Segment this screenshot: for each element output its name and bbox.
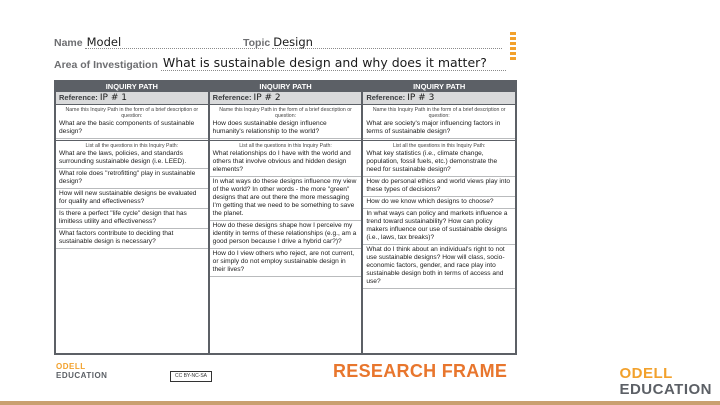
reference-value: IP # 3 (407, 93, 435, 103)
question-item: What role does "retrofitting" play in sustainable design? (56, 169, 208, 189)
question-item: How do these designs shape how I perceive my identity in terms of these relationships (e.g., am a good person because I drive a hybrid car?)? (210, 221, 362, 249)
inquiry-path-column (210, 82, 362, 353)
list-prompt: List all the questions in this Inquiry Path: (392, 143, 486, 149)
name-prompt: Name this Inquiry Path in the form of a brief description or question: (219, 107, 352, 119)
path-name-answer: What are the basic components of sustainable design? (56, 119, 208, 139)
reference-row (363, 92, 515, 105)
odell-logo-large (619, 366, 712, 398)
area-field (161, 55, 506, 71)
question-item: In what ways do these designs influence my view of the world? In other words - the more "green" designs that are out there the more messaging I'm getting that we need to be something to save the planet. (210, 177, 362, 221)
column-heading: INQUIRY PATH (363, 82, 515, 92)
question-item: In what ways can policy and markets influence a trend toward sustainability? How can policy makers influence our use of sustainable designs (i.e., laws, tax breaks)? (363, 209, 515, 245)
question-item: How do personal ethics and world views play into these types of decisions? (363, 177, 515, 197)
section-divider (363, 140, 515, 141)
reference-label: Reference: (366, 93, 406, 102)
question-item: How do I view others who reject, are not current, or simply do not employ sustainable design in their lives? (210, 249, 362, 277)
name-prompt: Name this Inquiry Path in the form of a brief description or question: (372, 107, 506, 119)
reference-label: Reference: (59, 93, 98, 102)
area-label: Area of Investigation (54, 59, 158, 71)
path-name-answer: How does sustainable design influence humanity's relationship to the world? (210, 119, 362, 139)
question-item: Is there a perfect "life cycle" design that has limitless utility and effectiveness? (56, 209, 208, 229)
research-frame-title: RESEARCH FRAME (333, 361, 508, 381)
cc-license-badge: CC BY-NC-SA (170, 371, 212, 382)
section-divider (56, 140, 208, 141)
path-name-answer: What are society's major influencing factors in terms of sustainable design? (363, 119, 515, 139)
topic-label: Topic (243, 37, 271, 49)
question-item: What factors contribute to deciding that sustainable design is necessary? (56, 229, 208, 249)
logo-line-1: ODELL (56, 362, 86, 371)
reference-row (56, 92, 208, 105)
decorative-rail (510, 32, 516, 62)
name-value: Model (86, 35, 122, 49)
name-prompt: Name this Inquiry Path in the form of a brief description or question: (65, 107, 199, 119)
bottom-accent-bar (0, 401, 720, 405)
column-heading: INQUIRY PATH (56, 82, 208, 92)
list-prompt: List all the questions in this Inquiry Path: (85, 143, 179, 149)
inquiry-path-column (56, 82, 208, 353)
logo-line-1: ODELL (619, 365, 673, 382)
name-row (54, 36, 263, 49)
reference-label: Reference: (212, 93, 252, 102)
list-prompt: List all the questions in this Inquiry Path: (239, 143, 332, 149)
topic-field (272, 36, 502, 49)
question-item: What relationships do I have with the world and others that involve obvious and hidden design elements? (210, 149, 362, 177)
reference-value: IP # 1 (99, 93, 127, 103)
area-row (54, 55, 506, 71)
topic-value: Design (273, 35, 313, 49)
inquiry-grid (54, 80, 517, 355)
reference-value: IP # 2 (253, 93, 281, 103)
topic-row (243, 36, 502, 49)
question-item: What key statistics (i.e., climate change, population, fossil fuels, etc.) demonstrate the need for sustainable design? (363, 149, 515, 177)
reference-row (210, 92, 362, 105)
question-item: How will new sustainable designs be evaluated for quality and effectiveness? (56, 189, 208, 209)
area-value: What is sustainable design and why does it matter? (162, 55, 487, 70)
logo-line-2: EDUCATION (619, 381, 712, 398)
logo-line-2: EDUCATION (56, 371, 108, 380)
name-field (85, 36, 263, 49)
question-item: What are the laws, policies, and standards surrounding sustainable design (i.e. LEED). (56, 149, 208, 169)
section-divider (210, 140, 362, 141)
column-heading: INQUIRY PATH (210, 82, 362, 92)
question-item: What do I think about an individual's right to not use sustainable designs? How will class, socio-economic factors, gender, and race play into sustainable design both in terms of access and use? (363, 245, 515, 289)
inquiry-path-column (363, 82, 515, 353)
question-item: How do we know which designs to choose? (363, 197, 515, 209)
odell-logo-small (56, 362, 107, 380)
name-label: Name (54, 37, 83, 49)
